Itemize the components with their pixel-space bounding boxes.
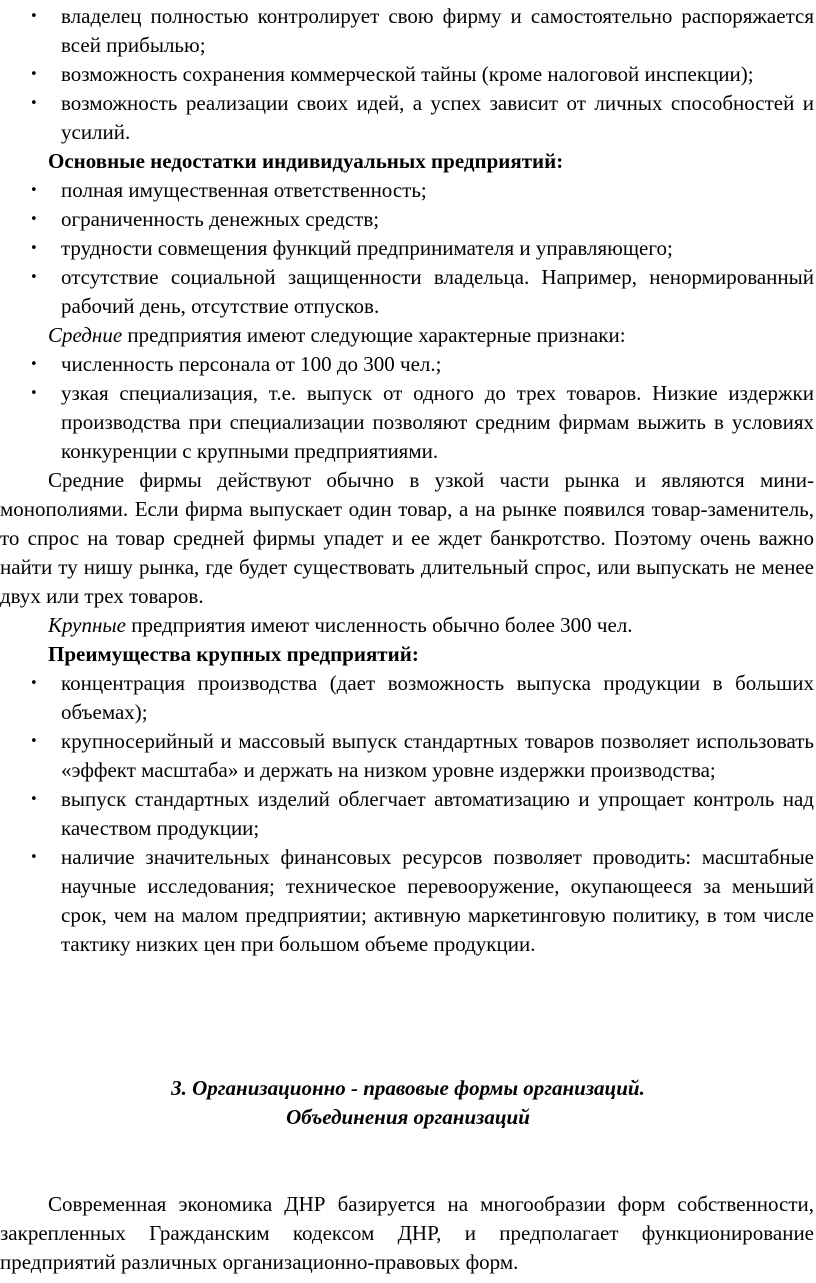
document-page <box>0 2 816 1277</box>
list-item: • крупносерийный и массовый выпуск стандартных товаров позволяет использовать «эффект масштаба» и держать на низком уровне издержки производства; <box>0 727 816 785</box>
list-item: • наличие значительных финансовых ресурсов позволяет проводить: масштабные научные исследования; техническое перевооружение, окупающееся за меньший срок, чем на малом предприятии; активную маркетинговую политику, в том числе тактику низких цен при большом объеме продукции. <box>0 843 816 959</box>
medium-intro-rest: предприятия имеют следующие характерные признаки: <box>122 323 626 347</box>
disadvantages-heading: Основные недостатки индивидуальных предприятий: <box>48 149 564 173</box>
large-advantages-list <box>0 669 816 959</box>
advantages-heading: Преимущества крупных предприятий: <box>48 642 419 666</box>
list-item: • полная имущественная ответственность; <box>0 176 816 205</box>
large-intro-italic: Крупные <box>48 613 126 637</box>
medium-intro-italic: Средние <box>48 323 123 347</box>
list-item: • возможность сохранения коммерческой тайны (кроме налоговой инспекции); <box>0 60 816 89</box>
list-item: • концентрация производства (дает возможность выпуска продукции в больших объемах); <box>0 669 816 727</box>
medium-paragraph: Средние фирмы действуют обычно в узкой части рынка и являются мини-монополиями. Если фирма выпускает один товар, а на рынке появился товар-заменитель, то спрос на товар средней фирмы упадет и ее ждет банкротство. Поэтому очень важно найти ту нишу рынка, где будет существовать длительный спрос, или выпускать не менее двух или трех товаров. <box>0 468 814 608</box>
section-heading-line2: Объединения организаций <box>286 1105 530 1129</box>
spacer <box>0 1132 816 1190</box>
list-item: • трудности совмещения функций предпринимателя и управляющего; <box>0 234 816 263</box>
final-paragraph: Современная экономика ДНР базируется на многообразии форм собственности, закрепленных Гражданским кодексом ДНР, и предполагает функционирование предприятий различных организационно-правовых форм. <box>0 1192 814 1274</box>
list-item: • ограниченность денежных средств; <box>0 205 816 234</box>
large-intro <box>0 611 816 640</box>
list-item: • численность персонала от 100 до 300 чел.; <box>0 350 816 379</box>
medium-intro <box>0 321 816 350</box>
list-item: • владелец полностью контролирует свою фирму и самостоятельно распоряжается всей прибылью; <box>0 2 816 60</box>
individual-advantages-list <box>0 2 816 147</box>
medium-features-list <box>0 350 816 466</box>
list-item: • отсутствие социальной защищенности владельца. Например, ненормированный рабочий день, отсутствие отпусков. <box>0 263 816 321</box>
list-item: • возможность реализации своих идей, а успех зависит от личных способностей и усилий. <box>0 89 816 147</box>
list-item: • узкая специализация, т.е. выпуск от одного до трех товаров. Низкие издержки производства при специализации позволяют средним фирмам выжить в условиях конкуренции с крупными предприятиями. <box>0 379 816 466</box>
section-heading-line1: 3. Организационно - правовые формы организаций. <box>171 1076 645 1100</box>
spacer <box>0 959 816 1074</box>
individual-disadvantages-list <box>0 176 816 321</box>
list-item: • выпуск стандартных изделий облегчает автоматизацию и упрощает контроль над качеством продукции; <box>0 785 816 843</box>
large-intro-rest: предприятия имеют численность обычно более 300 чел. <box>125 613 633 637</box>
